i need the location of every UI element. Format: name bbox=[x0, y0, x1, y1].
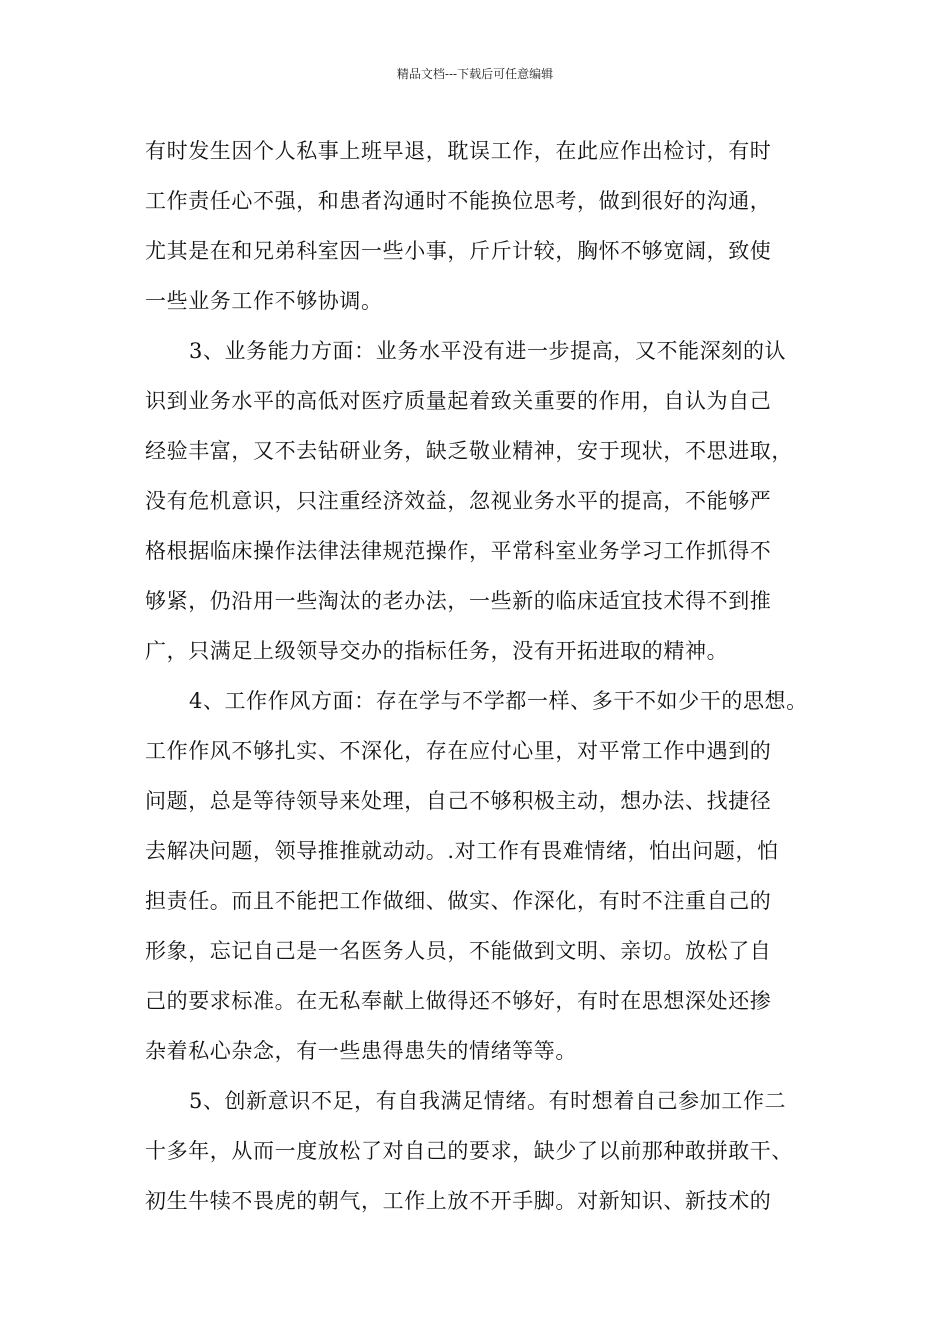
text-line: 尤其是在和兄弟科室因一些小事，斤斤计较，胸怀不够宽阔，致使 bbox=[145, 239, 772, 263]
text-line: 没有危机意识，只注重经济效益，忽视业务水平的提高，不能够严 bbox=[145, 489, 772, 513]
text-line: 4、工作作风方面：存在学与不学都一样、多干不如少干的思想。 bbox=[189, 689, 808, 713]
text-line: 担责任。而且不能把工作做细、做实、作深化，有时不注重自己的 bbox=[145, 889, 772, 913]
text-line: 一些业务工作不够协调。 bbox=[145, 289, 383, 313]
document-body bbox=[145, 126, 825, 1226]
text-line: 去解决问题，领导推推就动动。.对工作有畏难情绪，怕出问题，怕 bbox=[145, 839, 779, 863]
text-line: 5、创新意识不足，有自我满足情绪。有时想着自己参加工作二 bbox=[189, 1089, 787, 1113]
text-line: 识到业务水平的高低对医疗质量起着致关重要的作用，自认为自己 bbox=[145, 389, 772, 413]
text-line: 够紧，仍沿用一些淘汰的老办法，一些新的临床适宜技术得不到推 bbox=[145, 589, 772, 613]
text-line: 杂着私心杂念，有一些患得患失的情绪等等。 bbox=[145, 1039, 577, 1063]
text-line: 广，只满足上级领导交办的指标任务，没有开拓进取的精神。 bbox=[145, 639, 729, 663]
text-line: 问题，总是等待领导来处理，自己不够积极主动，想办法、找捷径 bbox=[145, 789, 772, 813]
text-line: 工作责任心不强，和患者沟通时不能换位思考，做到很好的沟通， bbox=[145, 189, 772, 213]
text-line: 形象，忘记自己是一名医务人员，不能做到文明、亲切。放松了自 bbox=[145, 939, 772, 963]
page-header: 精品文档---下载后可任意编辑 bbox=[396, 67, 554, 81]
text-line: 十多年，从而一度放松了对自己的要求，缺少了以前那种敢拼敢干、 bbox=[145, 1139, 793, 1163]
text-line: 经验丰富，又不去钻研业务，缺乏敬业精神，安于现状，不思进取， bbox=[145, 439, 793, 463]
text-line: 有时发生因个人私事上班早退，耽误工作，在此应作出检讨，有时 bbox=[145, 139, 772, 163]
text-line: 己的要求标准。在无私奉献上做得还不够好，有时在思想深处还掺 bbox=[145, 989, 772, 1013]
text-line: 工作作风不够扎实、不深化，存在应付心里，对平常工作中遇到的 bbox=[145, 739, 772, 763]
text-line: 初生牛犊不畏虎的朝气，工作上放不开手脚。对新知识、新技术的 bbox=[145, 1189, 772, 1213]
text-line: 3、业务能力方面：业务水平没有进一步提高，又不能深刻的认 bbox=[189, 339, 787, 363]
text-line: 格根据临床操作法律法律规范操作，平常科室业务学习工作抓得不 bbox=[145, 539, 772, 563]
